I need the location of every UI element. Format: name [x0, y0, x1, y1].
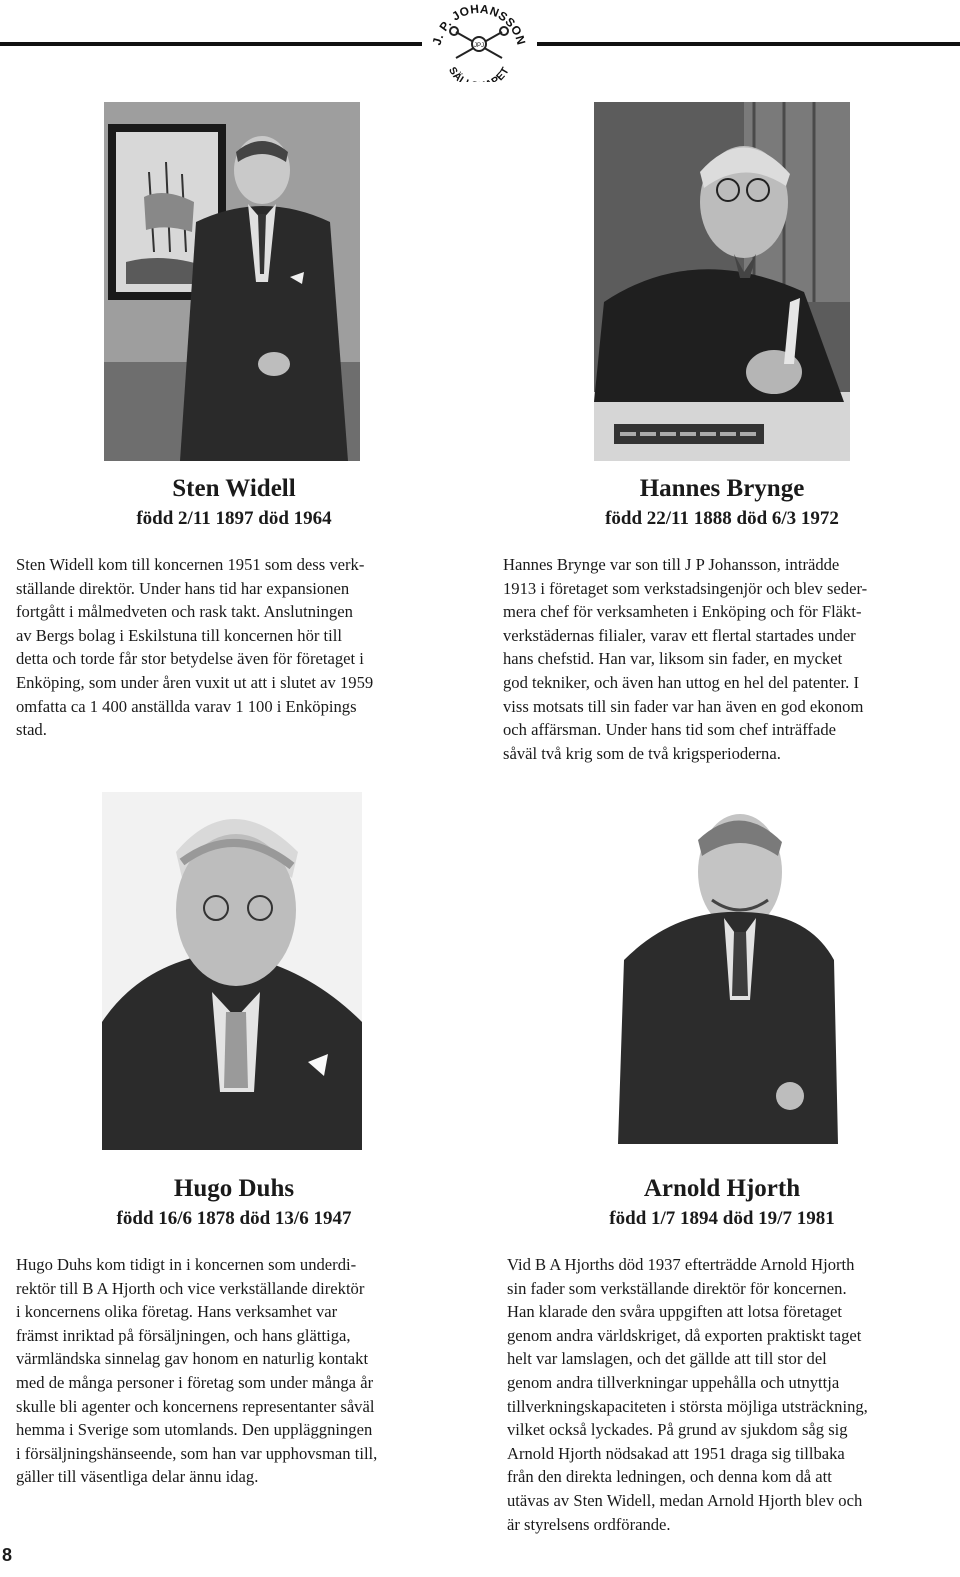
bio-line: från den direkta ledningen, och denna kom då att [507, 1467, 832, 1487]
bio-line: Vid B A Hjorths död 1937 efterträdde Arnold Hjorth [507, 1255, 855, 1274]
person-name: Hugo Duhs [173, 1175, 295, 1202]
person-dates: född 16/6 1878 död 13/6 1947 [116, 1208, 352, 1229]
person-name: Sten Widell [172, 475, 296, 502]
portrait-hannes-brynge [594, 102, 850, 461]
svg-text:JPJ: JPJ [473, 43, 485, 49]
bio-line: Hannes Brynge var son till J P Johansson, inträdde [503, 555, 840, 574]
bio-line: hans chefstid. Han var, liksom sin fader, en mycket [503, 649, 843, 669]
bio-line: mera chef för verksamheten i Enköping och för Fläkt- [503, 602, 862, 622]
bio-line: Han klarade den svåra uppgiften att lotsa företaget [507, 1302, 842, 1322]
header-rule-left [0, 42, 422, 46]
bio-line: Sten Widell kom till koncernen 1951 som dess verk- [16, 555, 365, 574]
bio-line: utävas av Sten Widell, medan Arnold Hjorth blev och [507, 1490, 863, 1510]
bio-hugo-duhs [16, 1253, 466, 1489]
bio-line: detta och torde får stor betydelse även för företaget i [16, 649, 364, 669]
bio-line: 1913 i företaget som verkstadsingenjör och blev seder- [503, 578, 868, 598]
portrait-hugo-duhs [102, 792, 362, 1150]
bio-line: med de många personer i företag som under många år [16, 1372, 374, 1392]
bio-line: god tekniker, och även han uttog en hel del patenter. I [503, 672, 859, 692]
bio-line: hemma i Sverige som utomlands. Den uppläggningen [16, 1420, 373, 1440]
bio-line: stad. [16, 720, 47, 740]
person-name: Arnold Hjorth [643, 1175, 801, 1202]
bio-line: vilket också lyckades. På grund av sjukdom såg sig [507, 1420, 848, 1440]
bio-line: verkstädernas filialer, varav ett flertal startades under [503, 625, 856, 645]
bio-line: främst inriktad på försäljningen, och hans glättiga, [16, 1325, 351, 1345]
page-number: 8 [2, 1545, 13, 1565]
person-name: Hannes Brynge [639, 475, 805, 502]
bio-line: ställande direktör. Under hans tid har expansionen [16, 578, 350, 598]
bio-line: skulle bli agenter och koncernens representanter såväl [16, 1396, 375, 1416]
sallskapet-logo [426, 0, 532, 82]
bio-line: omfatta ca 1 400 anställda varav 1 100 i Enköpings [16, 696, 357, 716]
bio-line: genom andra världskriget, då exporten praktiskt taget [507, 1325, 862, 1345]
bio-line: viss motsats till sin fader var han även en god ekonom [503, 696, 864, 716]
bio-line: och affärsman. Under hans tid som chef inträffade [503, 720, 836, 740]
bio-arnold-hjorth [507, 1253, 953, 1536]
bio-line: såväl två krig som de två krigsperioderna. [503, 743, 781, 763]
bio-line: genom andra tillverkningar uppehålla och utnyttja [507, 1372, 840, 1392]
bio-line: rektör till B A Hjorth och vice verkställande direktör [16, 1278, 365, 1298]
portrait-arnold-hjorth [594, 800, 846, 1144]
svg-text:J. P. JOHANSSON: J. P. JOHANSSON [429, 1, 529, 47]
bio-sten-widell [16, 553, 456, 742]
person-dates: född 1/7 1894 död 19/7 1981 [609, 1208, 835, 1229]
person-dates: född 2/11 1897 död 1964 [136, 508, 332, 529]
bio-line: Enköping, som under åren vuxit ut att i slutet av 1959 [16, 672, 374, 692]
bio-line: sin fader som verkställande direktör för koncernen. [507, 1278, 847, 1298]
bio-line: tillverkningskapaciteten i största möjliga utsträckning, [507, 1396, 868, 1416]
bio-line: i koncernens olika företag. Hans verksamhet var [16, 1302, 338, 1322]
bio-line: är styrelsens ordförande. [507, 1514, 671, 1534]
bio-line: av Bergs bolag i Eskilstuna till koncernen hör till [16, 625, 342, 645]
bio-line: i försäljningshänseende, som han var upphovsman till, [16, 1443, 378, 1463]
bio-line: Hugo Duhs kom tidigt in i koncernen som underdi- [16, 1255, 357, 1274]
person-dates: född 22/11 1888 död 6/3 1972 [605, 508, 839, 529]
bio-line: värmländska sinnelag gav honom en naturlig kontakt [16, 1349, 369, 1369]
portrait-sten-widell [104, 102, 360, 461]
header-rule-right [537, 42, 960, 46]
bio-line: Arnold Hjorth nödsakad att 1951 draga sig tillbaka [507, 1443, 845, 1463]
bio-line: helt var lamslagen, och det gällde att till stor del [507, 1349, 827, 1369]
bio-line: gäller till väsentliga delar ännu idag. [16, 1467, 259, 1487]
svg-text:SÄLLSKAPET: SÄL PET [446, 64, 512, 82]
bio-line: fortgått i målmedveten och rask takt. Anslutningen [16, 602, 353, 622]
bio-hannes-brynge [503, 553, 953, 765]
